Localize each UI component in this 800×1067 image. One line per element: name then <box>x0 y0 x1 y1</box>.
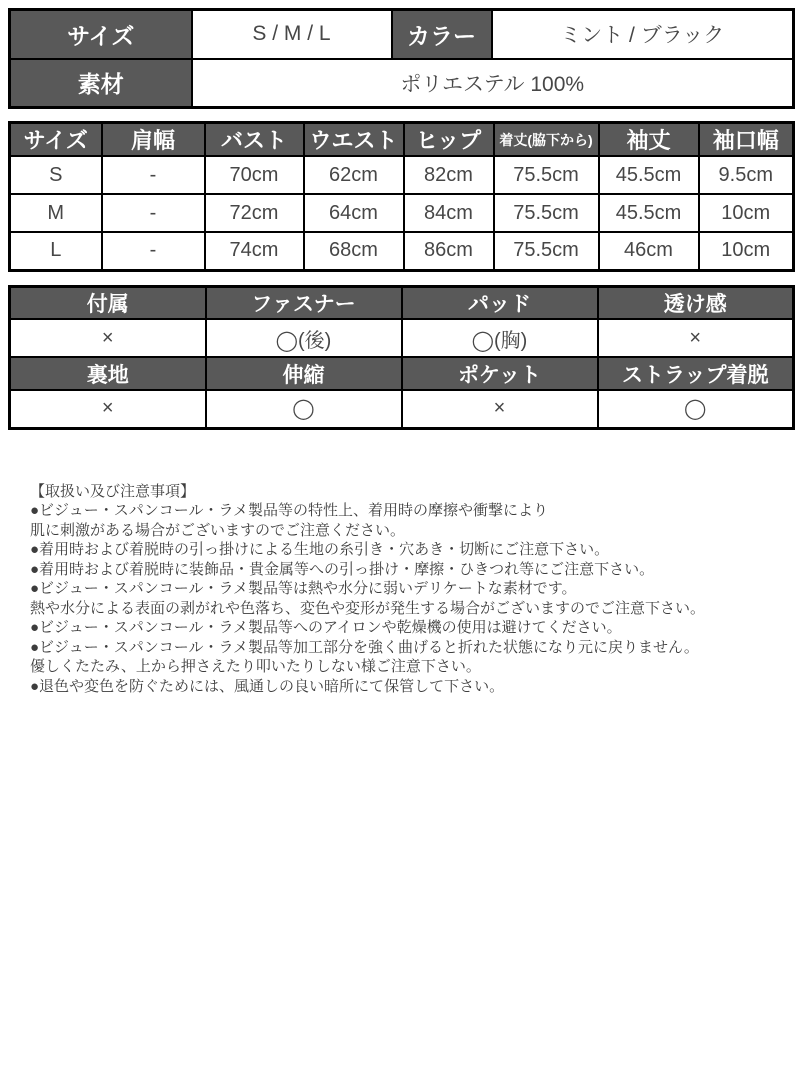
info-material-label: 素材 <box>10 59 192 108</box>
length-cell: 75.5cm <box>494 194 599 232</box>
care-note-line: ●ビジュー・スパンコール・ラメ製品等へのアイロンや乾燥機の使用は避けてください。 <box>30 619 622 636</box>
spec-table <box>8 285 795 430</box>
sleeve-length-col-header: 袖丈 <box>599 123 699 157</box>
care-notes-title: 【取扱い及び注意事項】 <box>30 482 196 500</box>
stretch-header: 伸縮 <box>206 357 402 390</box>
strap-value: ◯ <box>598 390 794 428</box>
cuff-width-cell: 10cm <box>699 232 794 270</box>
cuff-width-cell: 9.5cm <box>699 156 794 194</box>
info-color-label: カラー <box>392 10 492 59</box>
stretch-value: ◯ <box>206 390 402 428</box>
size-row-s <box>10 156 794 194</box>
size-row-l <box>10 232 794 270</box>
cuff-width-col-header: 袖口幅 <box>699 123 794 157</box>
sleeve-length-cell: 46cm <box>599 232 699 270</box>
size-cell: L <box>10 232 102 270</box>
care-note-line: ●ビジュー・スパンコール・ラメ製品等は熱や水分に弱いデリケートな素材です。 <box>30 580 577 597</box>
bust-col-header: バスト <box>205 123 304 157</box>
info-size-label: サイズ <box>10 10 192 59</box>
pocket-header: ポケット <box>402 357 598 390</box>
waist-col-header: ウエスト <box>304 123 404 157</box>
pocket-value: × <box>402 390 598 428</box>
shoulder-cell: - <box>102 232 205 270</box>
accessory-header: 付属 <box>10 286 206 319</box>
shoulder-col-header: 肩幅 <box>102 123 205 157</box>
sheerness-value: × <box>598 319 794 357</box>
care-note-line: ●着用時および着脱時に装飾品・貴金属等への引っ掛け・摩擦・ひきつれ等にご注意下さい。 <box>30 560 655 578</box>
hip-cell: 84cm <box>404 194 494 232</box>
shoulder-cell: - <box>102 194 205 232</box>
cuff-width-cell: 10cm <box>699 194 794 232</box>
care-note-line: 優しくたたみ、上から押さえたり叩いたりしない様ご注意下さい。 <box>30 658 481 675</box>
care-note-line: ●着用時および着脱時の引っ掛けによる生地の糸引き・穴あき・切断にご注意下さい。 <box>30 541 610 558</box>
bust-cell: 70cm <box>205 156 304 194</box>
length-cell: 75.5cm <box>494 232 599 270</box>
lining-header: 裏地 <box>10 357 206 390</box>
zipper-header: ファスナー <box>206 286 402 319</box>
info-material-value: ポリエステル 100% <box>192 59 794 108</box>
care-note-line: ●ビジュー・スパンコール・ラメ製品等の特性上、着用時の摩擦や衝撃により <box>30 502 549 519</box>
waist-cell: 68cm <box>304 232 404 270</box>
zipper-value: ◯(後) <box>206 319 402 357</box>
size-chart-table <box>8 121 795 272</box>
pad-header: パッド <box>402 286 598 319</box>
shoulder-cell: - <box>102 156 205 194</box>
size-cell: M <box>10 194 102 232</box>
care-note-line: 肌に刺激がある場合がございますのでご注意ください。 <box>30 521 406 539</box>
hip-cell: 86cm <box>404 232 494 270</box>
waist-cell: 64cm <box>304 194 404 232</box>
size-row-m <box>10 194 794 232</box>
lining-value: × <box>10 390 206 428</box>
hip-cell: 82cm <box>404 156 494 194</box>
info-size-value: S / M / L <box>192 10 392 59</box>
length-cell: 75.5cm <box>494 156 599 194</box>
care-note-line: 熱や水分による表面の剥がれや色落ち、変色や変形が発生する場合がございますのでご注意下さい。 <box>30 599 706 617</box>
size-col-header: サイズ <box>10 123 102 157</box>
info-table <box>8 8 795 109</box>
sheerness-header: 透け感 <box>598 286 794 319</box>
accessory-value: × <box>10 319 206 357</box>
pad-value: ◯(胸) <box>402 319 598 357</box>
size-cell: S <box>10 156 102 194</box>
strap-header: ストラップ着脱 <box>598 357 794 390</box>
sleeve-length-cell: 45.5cm <box>599 194 699 232</box>
waist-cell: 62cm <box>304 156 404 194</box>
care-note-line: ●退色や変色を防ぐためには、風通しの良い暗所にて保管して下さい。 <box>30 677 505 695</box>
length-col-header: 着丈(脇下から) <box>494 123 599 157</box>
hip-col-header: ヒップ <box>404 123 494 157</box>
care-note-line: ●ビジュー・スパンコール・ラメ製品等加工部分を強く曲げると折れた状態になり元に戻りません。 <box>30 638 699 656</box>
info-color-value: ミント / ブラック <box>492 10 794 59</box>
bust-cell: 74cm <box>205 232 304 270</box>
bust-cell: 72cm <box>205 194 304 232</box>
care-notes <box>30 482 772 697</box>
sleeve-length-cell: 45.5cm <box>599 156 699 194</box>
